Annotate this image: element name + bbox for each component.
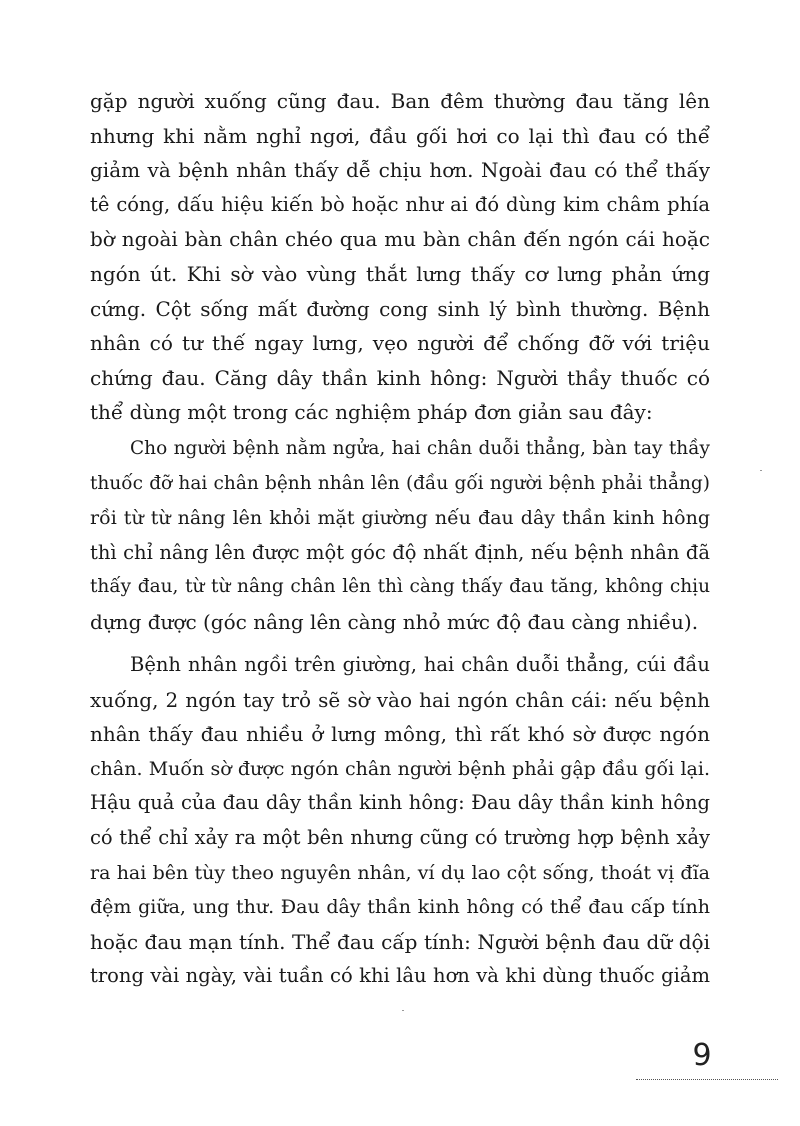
text-line: xuống, 2 ngón tay trỏ sẽ sờ vào hai ngón chân cái: nếu bệnh (90, 687, 710, 712)
text-line: nhân thấy đau nhiều ở lưng mông, thì rất khó sờ được ngón (90, 722, 710, 747)
text-line: gặp người xuống cũng đau. Ban đêm thường đau tăng lên (90, 89, 710, 113)
text-line: hoặc đau mạn tính. Thể đau cấp tính: Người bệnh đau dữ dội (90, 929, 710, 954)
paragraph (90, 432, 710, 640)
scan-speck (402, 1010, 404, 1011)
text-line: bờ ngoài bàn chân chéo qua mu bàn chân đến ngón cái hoặc (90, 227, 710, 252)
text-line: đệm giữa, ung thư. Đau dây thần kinh hông có thể đau cấp tính (90, 896, 710, 919)
scan-speck (760, 470, 762, 471)
text-line: thấy đau, từ từ nâng chân lên thì càng thấy đau tăng, không chịu (90, 576, 710, 598)
text-line: thuốc đỡ hai chân bệnh nhân lên (đầu gối người bệnh phải thẳng) (90, 472, 710, 494)
text-line: ngón út. Khi sờ vào vùng thắt lưng thấy cơ lưng phản ứng (90, 261, 710, 286)
text-line: trong vài ngày, vài tuần có khi lâu hơn và khi dùng thuốc giảm (90, 964, 710, 988)
text-line: chứng đau. Căng dây thần kinh hông: Người thầy thuốc có (90, 365, 710, 390)
text-line: nhân có tư thế ngay lưng, vẹo người để chống đỡ với triệu (90, 331, 710, 356)
text-line: dựng được (góc nâng lên càng nhỏ mức độ đau càng nhiều). (90, 609, 699, 634)
page-number: 9 (692, 1038, 712, 1073)
text-line: thì chỉ nâng lên được một góc độ nhất định, nếu bệnh nhân đã (90, 540, 710, 564)
footer-divider (636, 1079, 778, 1080)
text-line: thể dùng một trong các nghiệm pháp đơn giản sau đây: (90, 400, 653, 425)
text-line: rồi từ từ nâng lên khỏi mặt giường nếu đau dây thần kinh hông (90, 507, 710, 530)
text-line: Hậu quả của đau dây thần kinh hông: Đau dây thần kinh hông (90, 791, 710, 815)
text-line: Bệnh nhân ngồi trên giường, hai chân duỗi thẳng, cúi đầu (130, 653, 710, 676)
text-line: chân. Muốn sờ được ngón chân người bệnh phải gập đầu gối lại. (90, 757, 710, 780)
text-line: tê cóng, dấu hiệu kiến bò hoặc như ai đó dùng kim châm phía (90, 192, 710, 216)
text-line: Cho người bệnh nằm ngửa, hai chân duỗi thẳng, bàn tay thầy (130, 438, 710, 459)
text-line: nhưng khi nằm nghỉ ngơi, đầu gối hơi co lại thì đau có thể (90, 123, 710, 148)
paragraph (90, 84, 710, 430)
text-line: giảm và bệnh nhân thấy dễ chịu hơn. Ngoài đau có thể thấy (90, 158, 710, 183)
text-line: cứng. Cột sống mất đường cong sinh lý bình thường. Bệnh (90, 296, 710, 321)
paragraph (90, 648, 710, 994)
text-line: ra hai bên tùy theo nguyên nhân, ví dụ lao cột sống, thoát vị đĩa (90, 861, 710, 884)
text-line: có thể chỉ xảy ra một bên nhưng cũng có trường hợp bệnh xảy (90, 825, 710, 849)
